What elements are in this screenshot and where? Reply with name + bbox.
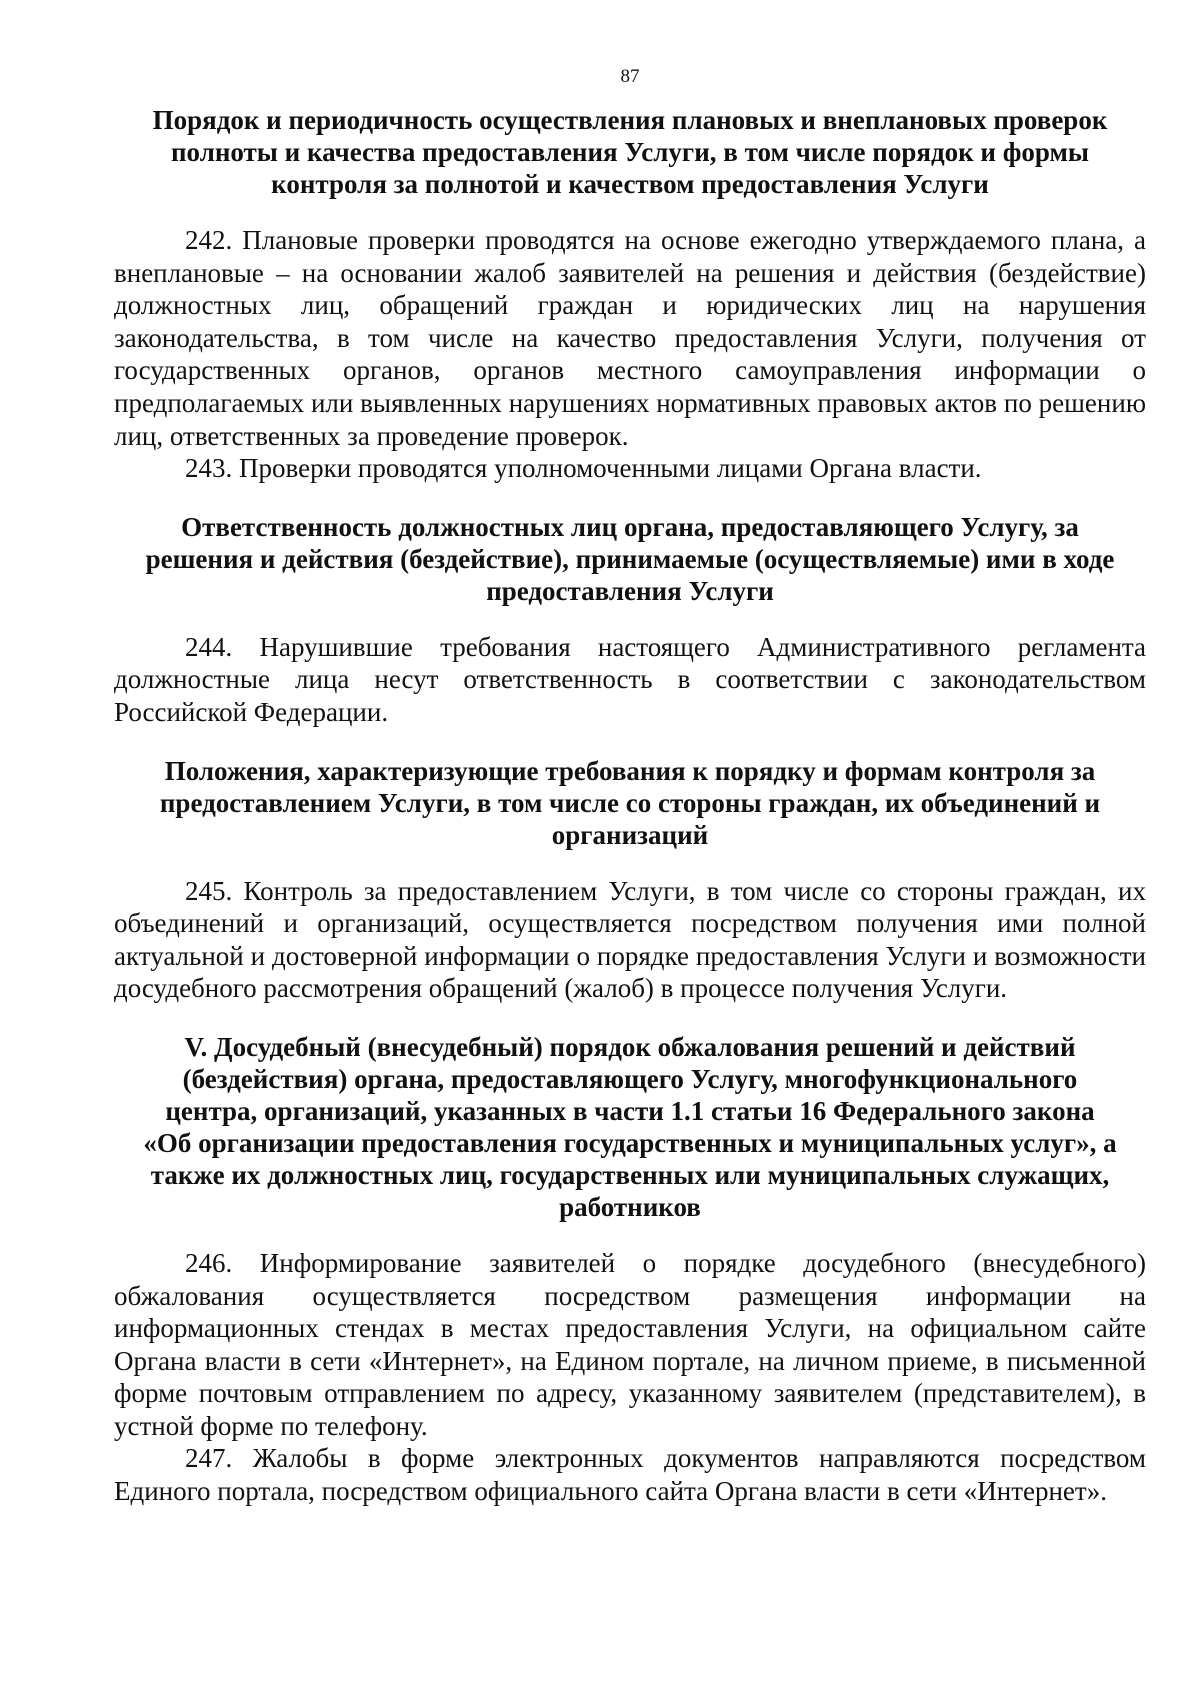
heading-line: организаций <box>551 819 709 850</box>
paragraph-242: 242. Плановые проверки проводятся на основе ежегодно утверждаемого плана, а внеплановые – на основании жалоб заявителей на решения и действия (бездействие) должностных лиц, обращений граждан и юридических лиц на нарушения законодательства, в том числе на качество предоставления Услуги, получения от государственных органов, органов местного самоуправления информации о предполагаемых или выявленных нарушениях нормативных правовых актов по решению лиц, ответственных за проведение проверок. <box>114 225 1146 451</box>
heading-line: работников <box>559 1191 701 1222</box>
page-number: 87 <box>620 66 640 87</box>
section-heading-appeal-procedure <box>114 1031 1146 1223</box>
heading-line: контроля за полнотой и качеством предоставления Услуги <box>271 169 989 199</box>
paragraph-246: 246. Информирование заявителей о порядке досудебного (внесудебного) обжалования осуществляется посредством размещения информации на информационных стендах в местах предоставления Услуги, на официальном сайте Органа власти в сети «Интернет», на Едином портале, на личном приеме, в письменной форме почтовым отправлением по адресу, указанному заявителем (представителем), в устной форме по телефону. <box>114 1247 1146 1441</box>
heading-line: V. Досудебный (внесудебный) порядок обжалования решений и действий <box>184 1031 1076 1062</box>
paragraph-247: 247. Жалобы в форме электронных документов направляются посредством Единого портала, посредством официального сайта Органа власти в сети «Интернет». <box>114 1443 1146 1507</box>
heading-line: предоставления Услуги <box>486 575 774 606</box>
heading-line: Ответственность должностных лиц органа, предоставляющего Услугу, за <box>181 511 1079 542</box>
heading-line: центра, организаций, указанных в части 1.1 статьи 16 Федерального закона <box>165 1095 1095 1126</box>
heading-line: (бездействия) органа, предоставляющего Услугу, многофункционального <box>182 1063 1078 1094</box>
section-heading-control-provisions <box>114 755 1146 851</box>
heading-line: предоставлением Услуги, в том числе со стороны граждан, их объединений и <box>159 787 1101 818</box>
paragraph-243: 243. Проверки проводятся уполномоченными лицами Органа власти. <box>185 453 982 484</box>
heading-line: Порядок и периодичность осуществления плановых и внеплановых проверок <box>152 105 1108 135</box>
heading-line: Положения, характеризующие требования к порядку и формам контроля за <box>164 755 1096 786</box>
heading-line: также их должностных лиц, государственных или муниципальных служащих, <box>150 1159 1110 1190</box>
heading-line: полноты и качества предоставления Услуги, в том числе порядок и формы <box>171 137 1089 167</box>
paragraph-244: 244. Нарушившие требования настоящего Административного регламента должностные лица несут ответственность в соответствии с законодательством Российской Федерации. <box>114 631 1146 727</box>
document-page <box>114 66 1146 1508</box>
section-heading-inspections <box>114 104 1146 200</box>
heading-line: «Об организации предоставления государственных и муниципальных услуг», а <box>143 1127 1117 1158</box>
section-heading-responsibility <box>114 511 1146 607</box>
paragraph-245: 245. Контроль за предоставлением Услуги, в том числе со стороны граждан, их объединений и организаций, осуществляется посредством получения ими полной актуальной и достоверной информации о порядке предоставления Услуги и возможности досудебного рассмотрения обращений (жалоб) в процессе получения Услуги. <box>114 875 1146 1004</box>
heading-line: решения и действия (бездействие), принимаемые (осуществляемые) ими в ходе <box>145 543 1115 574</box>
